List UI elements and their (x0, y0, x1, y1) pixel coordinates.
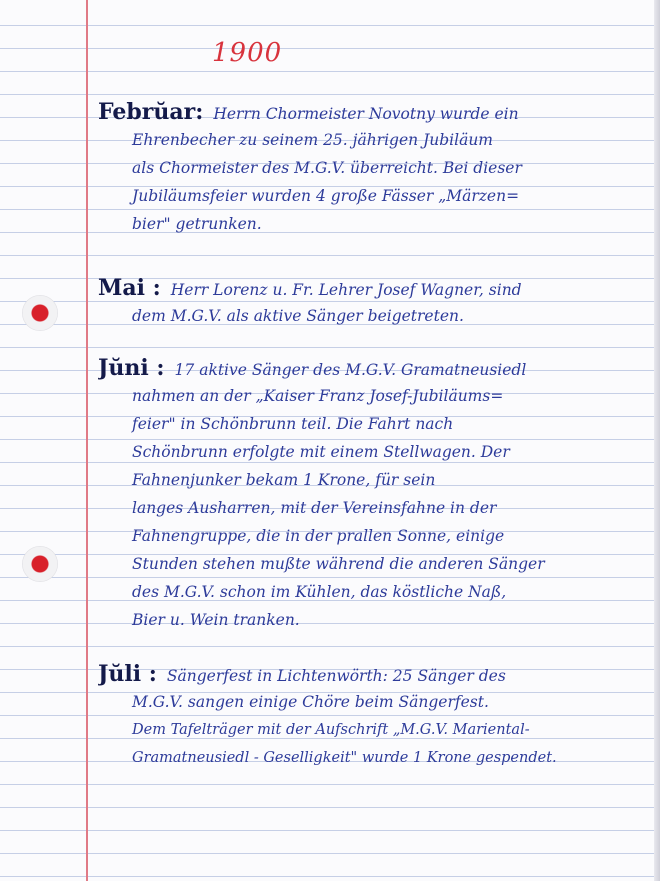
month-label: Mai : (98, 275, 161, 301)
month-label: Febrŭar: (98, 99, 204, 125)
page-edge (654, 0, 660, 881)
entry-line: nahmen an der „Kaiser Franz Josef-Jubiläums= (132, 387, 504, 405)
entry-line: Ehrenbecher zu seinem 25. jährigen Jubiläum (132, 131, 494, 149)
punch-hole-upper (22, 295, 58, 331)
entry-line: als Chormeister des M.G.V. überreicht. Bei dieser (132, 159, 522, 177)
entry-line: langes Ausharren, mit der Vereinsfahne in der (132, 499, 497, 517)
entry-juni (98, 354, 646, 634)
entry-line: Dem Tafelträger mit der Aufschrift „M.G.V. Mariental- (132, 722, 530, 738)
entry-line: Schönbrunn erfolgte mit einem Stellwagen. Der (132, 443, 510, 461)
entry-mai (98, 274, 646, 330)
entry-line: Stunden stehen mußte während die anderen Sänger (132, 555, 545, 573)
entry-line (98, 354, 646, 382)
entry-februar (98, 98, 646, 238)
entry-line (98, 274, 646, 302)
entry-line: Fahnengruppe, die in der prallen Sonne, einige (132, 527, 505, 545)
punch-hole-lower (22, 546, 58, 582)
entry-text: Herrn Chormeister Novotny wurde ein (213, 105, 519, 123)
entry-line: Fahnenjunker bekam 1 Krone, für sein (132, 471, 436, 489)
entry-line: dem M.G.V. als aktive Sänger beigetreten. (132, 307, 464, 325)
margin-line (86, 0, 88, 881)
entry-line (98, 98, 646, 126)
month-label: Jŭni : (98, 355, 165, 381)
entry-text: 17 aktive Sänger des M.G.V. Gramatneusiedl (174, 361, 527, 379)
entry-line: bier" getrunken. (132, 215, 262, 233)
entry-line: des M.G.V. schon im Kühlen, das köstliche Naß, (132, 583, 507, 601)
entry-line: Bier u. Wein tranken. (132, 611, 300, 629)
entry-line (98, 660, 646, 688)
entry-text: Herr Lorenz u. Fr. Lehrer Josef Wagner, sind (170, 281, 522, 299)
month-label: Jŭli : (98, 661, 157, 687)
entry-line: Gramatneusiedl - Geselligkeit" wurde 1 Krone gespendet. (132, 750, 557, 766)
entry-line: M.G.V. sangen einige Chöre beim Sängerfest. (132, 693, 489, 711)
entry-text: Sängerfest in Lichtenwörth: 25 Sänger des (166, 667, 506, 685)
entry-line: Jubiläumsfeier wurden 4 große Fässer „Märzen= (132, 187, 520, 205)
year-heading: 1900 (212, 38, 283, 68)
entry-juli (98, 660, 646, 772)
entry-line: feier" in Schönbrunn teil. Die Fahrt nach (132, 415, 454, 433)
